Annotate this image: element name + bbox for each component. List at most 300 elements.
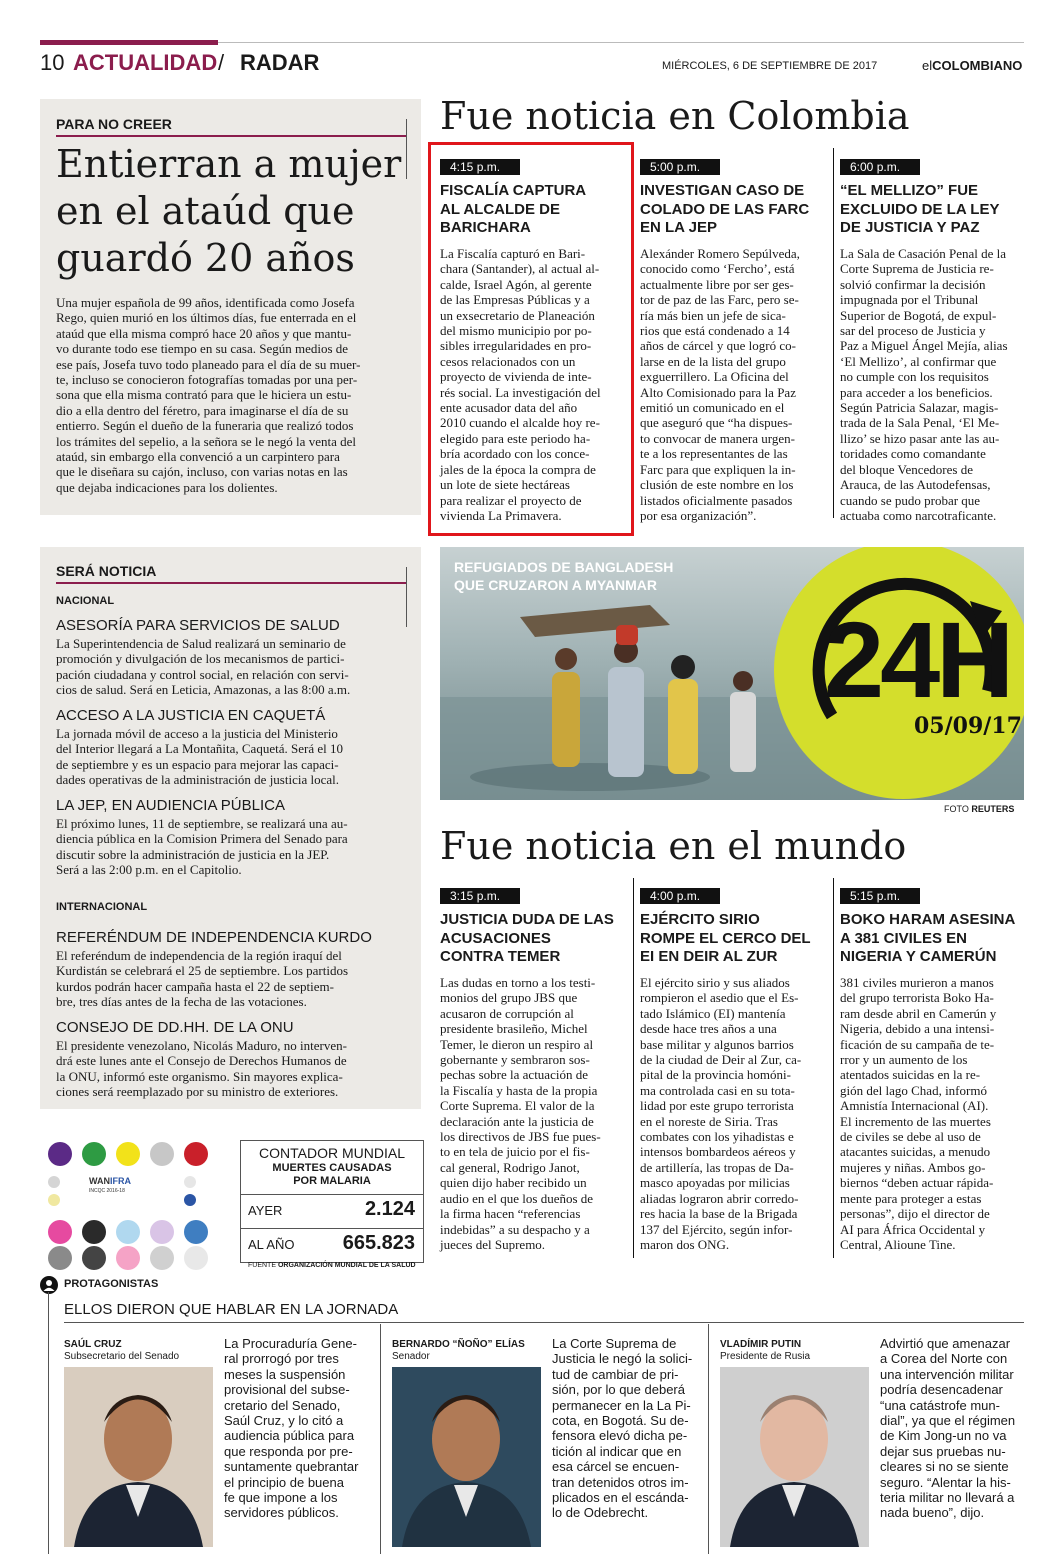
body-line: los directivos de JBS fue pues- [440, 1129, 601, 1145]
body-line: sona que ella misma contrató para que le hiciera un estu- [56, 387, 352, 403]
agenda-item-body [56, 816, 408, 878]
headline-line: EN LA JEP [640, 219, 717, 236]
kicker-rule [56, 135, 406, 137]
article-body [56, 295, 411, 495]
color-patch [48, 1176, 60, 1188]
color-patch [116, 1246, 140, 1270]
body-line: intensos bombardeos aéreos y [640, 1144, 796, 1160]
body-line: personas”, dijo el director de [840, 1206, 990, 1222]
agenda-item [56, 1019, 408, 1100]
headline-line: NIGERIA Y CAMERÚN [840, 948, 997, 965]
body-line: diencia pública en la Comision Primera del Senado para [56, 831, 348, 847]
photo-caption [454, 558, 673, 594]
body-line: Kurdistán se celebrará el 25 de septiembre. Los partidos [56, 963, 349, 979]
body-line: rios que está condenado a 14 [640, 323, 790, 339]
agenda-item-body [56, 636, 408, 698]
body-line: calde, Israel Agón, al gerente [440, 276, 592, 292]
headline-line: EXCLUIDO DE LA LEY [840, 200, 1000, 218]
body-line: Temer, le dieron un respiro al [440, 1036, 594, 1052]
body-line: que dejaba indicaciones para los dolientes. [56, 479, 278, 495]
text-line: sión, por lo que deberá [552, 1382, 685, 1398]
body-line: Corte Suprema. El valor de la [440, 1098, 595, 1114]
credit-name: REUTERS [971, 804, 1015, 814]
body-line: sibles irregularidades en pro- [440, 338, 592, 354]
body-line: para realizar el proyecto de [440, 492, 582, 508]
headline-line: BOKO HARAM ASESINA [840, 911, 1016, 928]
body-line: llizo’ se hizo pasar ante las au- [840, 430, 1000, 446]
protagonistas-rule [64, 1322, 1024, 1323]
body-line: del bloque Vencedores de [840, 461, 973, 477]
body-line: vo durante todo ese tiempo en su casa. Según medios de [56, 341, 349, 357]
protagonist-role: Subsecretario del Senado [64, 1351, 180, 1362]
body-line: to en tela de juicio por el fis- [440, 1144, 590, 1160]
body-line: El referéndum de independencia de la región iraquí del [56, 948, 342, 963]
body-line: Paz a Miguel Ángel Mejía, alias [840, 338, 1008, 354]
person-icon [40, 1276, 58, 1294]
internacional-label: INTERNACIONAL [56, 901, 148, 913]
body-line: larse en de la lista del grupo [640, 353, 786, 369]
text-line: fensora elevó dicha pe- [552, 1428, 688, 1444]
color-patch [184, 1176, 196, 1188]
story-headline [440, 911, 630, 967]
logo-prefix: el [922, 58, 933, 73]
body-line: desde hace tres años a una [640, 1021, 777, 1037]
body-line: conocido como ‘Fercho’, está [640, 261, 795, 277]
body-line: Una mujer española de 99 años, identificada como Josefa [56, 295, 355, 310]
time-label: 5:00 p.m. [640, 159, 720, 175]
body-line: para acceder a los beneficios. [840, 384, 993, 400]
body-line: res hacia la base de la Brigada [640, 1206, 798, 1222]
color-patch [116, 1142, 140, 1166]
body-line: te a los representantes de las [640, 446, 788, 462]
story-headline [840, 182, 1030, 238]
protagonist-divider [380, 1324, 381, 1554]
portrait-illustration [720, 1367, 869, 1547]
body-line: ataúd, sin embargo ella convenció a un carpintero para [56, 449, 340, 465]
headline-line: A 381 CIVILES EN [840, 929, 967, 947]
agenda-item-title: LA JEP, EN AUDIENCIA PÚBLICA [56, 797, 285, 814]
text-line: provisional del subse- [224, 1382, 350, 1398]
body-line: cuando se pudo probar que [840, 492, 981, 508]
body-line: La Superintendencia de Salud realizará un seminario de [56, 636, 346, 651]
text-line: tud de cambiar de pri- [552, 1366, 679, 1382]
issue-date: MIÉRCOLES, 6 DE SEPTIEMBRE DE 2017 [662, 60, 878, 72]
body-line: Las dudas en torno a los testi- [440, 975, 596, 990]
text-line: a Corea del Norte con [880, 1351, 1008, 1367]
agenda-item-body [56, 726, 408, 788]
body-line: El próximo lunes, 11 de septiembre, se realizará una au- [56, 816, 348, 831]
body-line: entierro. Según el dueño de la funeraria que realizó todos [56, 418, 354, 434]
text-line: de Kim Jong-un no va [880, 1428, 1007, 1444]
body-line: El incremento de las muertes [840, 1113, 991, 1129]
body-line: declaración ante la justicia de [440, 1113, 594, 1129]
body-line: jueces del Supremo. [440, 1236, 546, 1252]
protagonist-name: SAÚL CRUZ [64, 1339, 122, 1350]
body-line: atentados suicidas en la re- [840, 1067, 981, 1083]
body-line: Central, Alioune Tine. [840, 1236, 956, 1252]
headline-line: JUSTICIA DUDA DE LAS [440, 911, 614, 928]
text-line: Saúl Cruz, y lo citó a [224, 1413, 344, 1429]
body-line: Será a las 2:00 p.m. en el Capitolio. [56, 862, 242, 878]
body-line: mente para proteger a estas [840, 1190, 982, 1206]
agenda-item-title: CONSEJO DE DD.HH. DE LA ONU [56, 1019, 294, 1036]
color-control-bar [40, 1138, 226, 1256]
body-line: Arauca, de las Autodefensas, [840, 477, 991, 493]
color-patch [82, 1142, 106, 1166]
body-line: AI para África Occidental y [840, 1221, 986, 1237]
body-line: en el noreste de Siria. Tras [640, 1113, 778, 1129]
wan-ifra-sub: INCQC 2016-18 [89, 1188, 125, 1194]
body-line: Rego, quien murió en los últimos días, fue enterrada en el [56, 310, 357, 326]
body-line: ente acusador data del año [440, 400, 578, 416]
malaria-counter [240, 1140, 424, 1263]
time-label: 4:00 p.m. [640, 888, 720, 904]
protagonist-portrait [720, 1367, 869, 1547]
body-line: los trámites del sepelio, a la señora se le negó la venta del [56, 433, 356, 449]
subtitle-line: POR MALARIA [293, 1175, 371, 1187]
body-line: La Fiscalía capturó en Bari- [440, 246, 586, 261]
body-line: pación ciudadana y control social, en relación con servi- [56, 666, 349, 682]
body-line: audio en el que los dueños de [440, 1190, 594, 1206]
text-line: suntamente quebrantar [224, 1459, 359, 1475]
body-line: chara (Santander), al actual al- [440, 261, 600, 277]
text-line: La Corte Suprema de [552, 1336, 677, 1351]
text-line: audiencia pública para [224, 1428, 355, 1444]
body-line: proyecto de vivienda de inte- [440, 369, 592, 385]
text-line: Advirtió que amenazar [880, 1336, 1011, 1351]
text-line: seguro. “Alentar la his- [880, 1474, 1011, 1490]
headline-line: guardó 20 años [56, 236, 355, 280]
body-line: promoción y divulgación de los mecanismos de partici- [56, 651, 345, 667]
header-rule [218, 42, 1024, 43]
text-line: servidores públicos. [224, 1505, 339, 1521]
photo-credit [944, 804, 1014, 814]
body-line: ‘El Mellizo’, al confirmar que [840, 353, 997, 369]
story-body [840, 975, 1028, 1252]
body-line: exguerrillero. La Oficina del [640, 369, 789, 385]
body-line: aliadas lograron abrir corredo- [640, 1190, 799, 1206]
text-line: tición al indicar que en [552, 1443, 682, 1459]
agenda-item-body [56, 1038, 408, 1100]
refugees-photo [440, 547, 1024, 800]
time-label: 5:15 p.m. [840, 888, 920, 904]
source-name: ORGANIZACIÓN MUNDIAL DE LA SALUD [277, 1262, 416, 1269]
text-line: nada bueno”, dijo. [880, 1505, 985, 1521]
protagonist-portrait [64, 1367, 213, 1547]
body-line: dio a ella dentro del féretro, para imaginarse el día de su [56, 402, 349, 418]
body-line: la ONU, informó este organismo. Sin mayores explica- [56, 1068, 343, 1084]
badge-date: 05/09/17 [914, 713, 1022, 739]
body-line: un lote de siete hectáreas [440, 477, 570, 493]
para-no-creer-box [40, 99, 421, 515]
body-line: pital de la provincia homóni- [640, 1067, 791, 1083]
body-line: drá este lunes ante el Consejo de Derechos Humanos de [56, 1053, 347, 1069]
agenda-item [56, 617, 408, 698]
body-line: un exsecretario de Planeación [440, 307, 595, 323]
body-line: Alto Comisionado para la Paz [640, 384, 796, 400]
body-line: ataúd que ella misma compró hace 20 años y que mantu- [56, 325, 352, 341]
headline-line: COLADO DE LAS FARC [640, 200, 810, 218]
sera-noticia-box [40, 547, 421, 1109]
body-line: de la ciudad de Deir al Zur, ca- [640, 1052, 802, 1068]
body-line: te, incluso se conocieron fotografías tomadas por una per- [56, 372, 358, 388]
24h-badge [774, 547, 1024, 799]
body-line: rror y un aumento de los [840, 1052, 968, 1068]
color-patch [184, 1194, 196, 1206]
highlight-frame [428, 142, 634, 536]
agenda-item-body [56, 948, 408, 1010]
protagonist-text [224, 1336, 374, 1521]
color-patch [150, 1246, 174, 1270]
body-line: 2010 cuando el alcalde hoy re- [440, 415, 600, 431]
body-line: tor de paz de las Farc, pero se- [640, 292, 799, 308]
color-patch [48, 1194, 60, 1206]
body-line: base militar y algunos barrios [640, 1036, 794, 1052]
body-line: 137 del Ejército, según infor- [640, 1221, 793, 1237]
headline-line: INVESTIGAN CASO DE [640, 182, 805, 199]
protagonist-text [880, 1336, 1030, 1521]
counter-label-ano: AL AÑO [248, 1237, 295, 1252]
protagonist-name: VLADÍMIR PUTIN [720, 1339, 802, 1350]
text-line: que responda por pre- [224, 1443, 353, 1459]
time-label: 6:00 p.m. [840, 159, 920, 175]
counter-source [248, 1262, 416, 1269]
logo-part: IFRA [110, 1176, 131, 1186]
body-line: rompieron el asedio que el Es- [640, 990, 799, 1006]
text-line: tran detenidos otros im- [552, 1474, 689, 1490]
text-line: una intervención militar [880, 1366, 1014, 1382]
story-body [840, 246, 1028, 523]
body-line: vivienda La Primavera. [440, 507, 562, 523]
body-line: ciones será reemplazado por su ministro de exteriores. [56, 1084, 339, 1100]
body-line: ram desde abril en Camerún y [840, 1005, 997, 1021]
section-name: ACTUALIDAD [73, 50, 218, 75]
body-line: actualmente libre por ser ges- [640, 276, 794, 292]
wan-ifra-logo [89, 1176, 131, 1186]
body-line: trada de la Sala Penal, ‘El Me- [840, 415, 1000, 431]
protagonist-name: BERNARDO “ÑOÑO” ELÍAS [392, 1339, 525, 1350]
column-divider [633, 878, 634, 1258]
headline-line: EI EN DEIR AL ZUR [640, 948, 778, 965]
text-line: podría desencadenar [880, 1382, 1003, 1398]
text-line: esa cárcel se encuen- [552, 1459, 680, 1475]
protagonist-portrait [392, 1367, 541, 1547]
body-line: pechas sobre la actuación de [440, 1067, 588, 1083]
counter-rule [241, 1194, 423, 1195]
text-line: cota, en Bogotá. Su de- [552, 1413, 689, 1429]
headline-line: ROMPE EL CERCO DEL [640, 929, 811, 947]
text-line: La Procuraduría Gene- [224, 1336, 357, 1351]
body-line: clusión de este nombre en los [640, 477, 794, 493]
body-line: de septiembre y es un espacio para mejorar las capaci- [56, 756, 339, 772]
body-line: quien dijo haber recibido un [440, 1175, 587, 1191]
body-line: maron dos ONG. [640, 1236, 730, 1252]
agenda-item-title: ACCESO A LA JUSTICIA EN CAQUETÁ [56, 707, 326, 724]
body-line: gión del lago Chad, informó [840, 1082, 987, 1098]
nacional-label: NACIONAL [56, 595, 115, 607]
24h-label: 24H [824, 599, 1011, 720]
text-line: permanecer en la La Pi- [552, 1397, 691, 1413]
column-divider [833, 878, 834, 1258]
text-line: Justicia le negó la solici- [552, 1351, 693, 1367]
protagonist-role: Presidente de Rusia [720, 1351, 811, 1362]
text-line: lo de Odebrecht. [552, 1505, 649, 1521]
body-line: combates con los yihadistas e [640, 1129, 794, 1145]
body-line: de las Empresas Públicas y a [440, 292, 590, 308]
body-line: no cumple con los requisitos [840, 369, 989, 385]
section-slash: / [218, 50, 225, 75]
protagonistas-kicker: PROTAGONISTAS [64, 1278, 159, 1290]
story-headline [840, 911, 1030, 967]
body-line: to convocar de manera urgen- [640, 430, 795, 446]
mundo-section-title: Fue noticia en el mundo [440, 824, 907, 868]
story-headline [640, 182, 830, 238]
caption-line: QUE CRUZARON A MYANMAR [454, 577, 657, 593]
text-line: dejar sus pruebas nu- [880, 1443, 1006, 1459]
body-line: elegido para este periodo ha- [440, 430, 591, 446]
body-line: lidad por este grupo terrorista [640, 1098, 794, 1114]
body-line: cesos relacionados con un [440, 353, 576, 369]
counter-subtitle [241, 1162, 423, 1188]
color-patch [48, 1142, 72, 1166]
body-line: 381 civiles murieron a manos [840, 975, 994, 990]
body-line: listados oficialmente pasados [640, 492, 793, 508]
para-no-creer-kicker: PARA NO CREER [56, 116, 172, 132]
text-line: ral prorrogó por tres [224, 1351, 339, 1367]
body-line: Amnistía Internacional (AI). [840, 1098, 989, 1114]
portrait-illustration [392, 1367, 541, 1547]
headline-line: ACUSACIONES [440, 929, 551, 947]
protagonist-divider [708, 1324, 709, 1554]
text-line: el principio de buena [224, 1474, 344, 1490]
color-patch [116, 1220, 140, 1244]
counter-title: CONTADOR MUNDIAL [259, 1145, 405, 1161]
body-line: bría acordado con los conce- [440, 446, 590, 462]
logo-part: WAN [89, 1176, 110, 1186]
color-patch [184, 1220, 208, 1244]
body-line: Según Patricia Salazar, magis- [840, 400, 999, 416]
body-line: sar del proceso de Justicia y [840, 323, 986, 339]
color-patch [184, 1246, 208, 1270]
body-line: por esa organización”. [640, 507, 757, 523]
text-line: cleares si no se siente [880, 1459, 1009, 1475]
body-line: mujeres y niñas. Ambos go- [840, 1159, 986, 1175]
protagonistas-vertical-rule [48, 1292, 49, 1554]
text-line: cretario del Senado, [224, 1397, 341, 1413]
sera-noticia-kicker: SERÁ NOTICIA [56, 563, 157, 579]
headline-line: Entierran a mujer [56, 142, 402, 186]
body-line: Corte Suprema de Justicia re- [840, 261, 994, 277]
person-glyph [40, 1276, 58, 1294]
agenda-item [56, 797, 408, 878]
color-patch [48, 1220, 72, 1244]
protagonist-text [552, 1336, 702, 1521]
body-line: la firma hacen “referencias [440, 1206, 581, 1222]
body-line: rés social. La investigación del [440, 384, 601, 400]
body-line: atacantes suicidas, a menudo [840, 1144, 991, 1160]
color-patch [150, 1220, 174, 1244]
story-body [440, 975, 628, 1252]
protagonist-role: Senador [392, 1351, 430, 1362]
text-line: fe que impone a los [224, 1490, 338, 1506]
story-headline [640, 911, 830, 967]
protagonistas-subtitle: ELLOS DIERON QUE HABLAR EN LA JORNADA [64, 1301, 399, 1318]
agenda-item-title: ASESORÍA PARA SERVICIOS DE SALUD [56, 617, 340, 634]
time-label: 4:15 p.m. [440, 159, 520, 175]
body-line: actuaba como narcotraficante. [840, 507, 997, 523]
body-line: toridades como comandante [840, 446, 986, 462]
text-line: dial”, ya que el régimen [880, 1413, 1016, 1429]
agenda-item [56, 929, 408, 1010]
headline-line: CONTRA TEMER [440, 948, 561, 965]
portrait-illustration [64, 1367, 213, 1547]
color-patch [82, 1220, 106, 1244]
source-prefix: FUENTE [248, 1262, 276, 1269]
color-patch [48, 1246, 72, 1270]
header-accent-bar [40, 40, 218, 45]
body-line: masco apoyadas por milicias [640, 1175, 790, 1191]
body-line: del mismo municipio por po- [440, 323, 592, 339]
body-line: años de cárcel y que logró co- [640, 338, 796, 354]
text-line: “una catástrofe mun- [880, 1397, 1000, 1413]
body-line: La jornada móvil de acceso a la justicia del Ministerio [56, 726, 338, 741]
body-line: El presidente venezolano, Nicolás Maduro, no interven- [56, 1038, 347, 1053]
headline-line: BARICHARA [440, 219, 531, 236]
headline-line: FISCALÍA CAPTURA [440, 182, 587, 199]
body-line: ma controlada casi en su tota- [640, 1082, 795, 1098]
body-line: biernos “deben actuar rápida- [840, 1175, 994, 1191]
headline [56, 141, 416, 282]
body-line: gobernante y sembraron sos- [440, 1052, 590, 1068]
body-line: Farc para que expliquen la in- [640, 461, 796, 477]
body-line: que aseguró que “ha dispues- [640, 415, 793, 431]
agenda-item [56, 707, 408, 788]
body-line: tado Islámico (EI) mantenía [640, 1005, 786, 1021]
headline-line: DE JUSTICIA Y PAZ [840, 219, 980, 236]
body-line: de civiles se debe al uso de [840, 1129, 981, 1145]
body-line: del grupo terrorista Boko Ha- [840, 990, 994, 1006]
body-line: de artillería, las tropas de Da- [640, 1159, 794, 1175]
headline-line: EJÉRCITO SIRIO [640, 911, 760, 928]
story-body [640, 246, 828, 523]
colombia-section-title: Fue noticia en Colombia [440, 94, 910, 138]
story-body [640, 975, 828, 1252]
kicker-rule [56, 582, 406, 584]
time-label: 3:15 p.m. [440, 888, 520, 904]
counter-label-ayer: AYER [248, 1203, 283, 1218]
body-line: discutir sobre la administración de justicia en la JEP. [56, 846, 330, 862]
page-number: 10 [40, 50, 65, 75]
body-line: bre, tres días antes de la fecha de las votaciones. [56, 994, 307, 1010]
text-line: meses la suspensión [224, 1366, 346, 1382]
body-line: ese país, Josefa tuvo todo planeado para el día de su muer- [56, 356, 361, 372]
body-line: emitió un comunicado en el [640, 400, 785, 416]
body-line: dades operativas de la administración de justicia local. [56, 772, 340, 788]
body-line: Nigeria, debido a una intensi- [840, 1021, 995, 1037]
body-line: solvió confirmar la decisión [840, 276, 986, 292]
body-line: que le diseñara su cajón, incluso, con varias notas en las [56, 464, 348, 480]
counter-value-ano: 665.823 [342, 1232, 415, 1254]
body-line: El ejército sirio y sus aliados [640, 975, 790, 990]
body-line: La Sala de Casación Penal de la [840, 246, 1007, 261]
color-patch [184, 1142, 208, 1166]
logo-main: COLOMBIANO [932, 58, 1023, 73]
body-line: presidente brasileño, Michel [440, 1021, 588, 1037]
text-line: plicados en el escánda- [552, 1490, 689, 1506]
body-line: Superior de Bogotá, de expul- [840, 307, 997, 323]
body-line: ficación de su campaña de te- [840, 1036, 995, 1052]
body-line: la Fiscalía y hasta de la propia [440, 1082, 598, 1098]
